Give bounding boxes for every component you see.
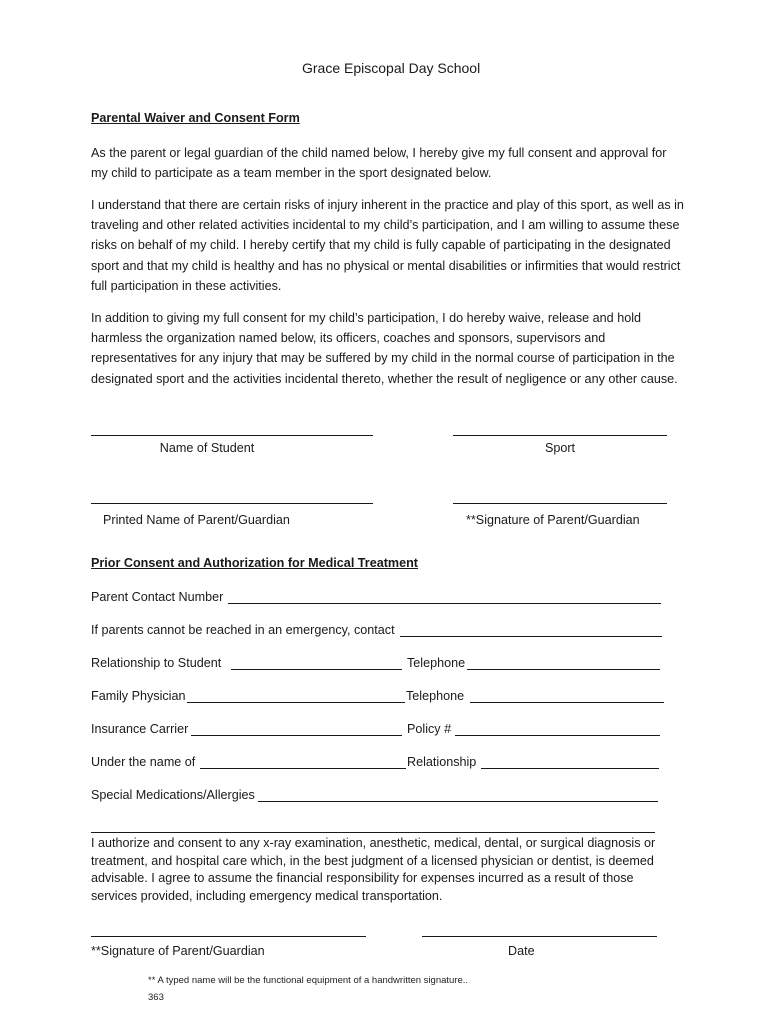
relationship-label: Relationship bbox=[407, 755, 477, 769]
relationship-to-student-line[interactable] bbox=[231, 669, 402, 670]
authorization-paragraph: I authorize and consent to any x-ray examination, anesthetic, medical, dental, or surgical diagnosis or treatment, and hospital care which, in the best judgment of a licensed physician or dentist, is deemed advisable. I agree to assume the financial responsibility for expenses incurred as a result of those services provided, including emergency medical transportation. bbox=[91, 836, 656, 903]
insurance-carrier-label: Insurance Carrier bbox=[91, 722, 189, 736]
under-name-of-line[interactable] bbox=[200, 768, 406, 769]
page-number: 363 bbox=[148, 992, 164, 1003]
telephone-label-2: Telephone bbox=[406, 689, 465, 703]
medical-heading: Prior Consent and Authorization for Medical Treatment bbox=[91, 556, 419, 570]
name-of-student-line[interactable] bbox=[91, 435, 373, 436]
sport-label: Sport bbox=[544, 441, 576, 455]
name-of-student-label: Name of Student bbox=[159, 441, 255, 455]
waiver-heading: Parental Waiver and Consent Form bbox=[91, 111, 300, 125]
date-line[interactable] bbox=[422, 936, 657, 937]
waiver-paragraph-3: In addition to giving my full consent for my child’s participation, I do hereby waive, release and hold harmless the organization named below, its officers, coaches and sponsors, supervisors and representatives for any injury that may be suffered by my child in the normal course of participation in the designated sport and the activities incidental thereto, whether the result of negligence or any other cause. bbox=[91, 311, 678, 386]
sport-line[interactable] bbox=[453, 435, 667, 436]
final-signature-label: **Signature of Parent/Guardian bbox=[91, 944, 265, 958]
footnote: ** A typed name will be the functional equipment of a handwritten signature.. bbox=[148, 975, 469, 986]
policy-line[interactable] bbox=[455, 735, 660, 736]
school-name: Grace Episcopal Day School bbox=[302, 60, 481, 76]
telephone-line-1[interactable] bbox=[467, 669, 660, 670]
waiver-paragraph-1: As the parent or legal guardian of the child named below, I hereby give my full consent and approval for my child to participate as a team member in the sport designated below. bbox=[91, 146, 667, 181]
parent-signature-label: **Signature of Parent/Guardian bbox=[466, 513, 640, 527]
parent-contact-label: Parent Contact Number bbox=[91, 590, 224, 604]
date-label: Date bbox=[508, 944, 535, 958]
family-physician-line[interactable] bbox=[187, 702, 405, 703]
emergency-contact-label: If parents cannot be reached in an emergency, contact bbox=[91, 623, 395, 637]
parent-contact-line[interactable] bbox=[228, 603, 661, 604]
emergency-contact-line[interactable] bbox=[400, 636, 662, 637]
final-signature-line[interactable] bbox=[91, 936, 366, 937]
relationship-to-student-label: Relationship to Student bbox=[91, 656, 222, 670]
printed-name-line[interactable] bbox=[91, 503, 373, 504]
special-medications-line-2[interactable] bbox=[91, 832, 655, 833]
parent-signature-line[interactable] bbox=[453, 503, 667, 504]
family-physician-label: Family Physician bbox=[91, 689, 186, 703]
telephone-line-2[interactable] bbox=[470, 702, 664, 703]
telephone-label-1: Telephone bbox=[407, 656, 466, 670]
printed-name-label: Printed Name of Parent/Guardian bbox=[103, 513, 290, 527]
relationship-line[interactable] bbox=[481, 768, 659, 769]
special-medications-line[interactable] bbox=[258, 801, 658, 802]
waiver-paragraph-2: I understand that there are certain risks of injury inherent in the practice and play of this sport, as well as in traveling and other related activities incidental to my child’s participation, and I am willing to assume these risks on behalf of my child. I hereby certify that my child is fully capable of participating in the designated sport and that my child is healthy and has no physical or mental disabilities or infirmities that would restrict full participation in these activities. bbox=[91, 198, 684, 293]
under-name-of-label: Under the name of bbox=[91, 755, 196, 769]
insurance-carrier-line[interactable] bbox=[191, 735, 402, 736]
special-medications-label: Special Medications/Allergies bbox=[91, 788, 255, 802]
policy-label: Policy # bbox=[407, 722, 452, 736]
